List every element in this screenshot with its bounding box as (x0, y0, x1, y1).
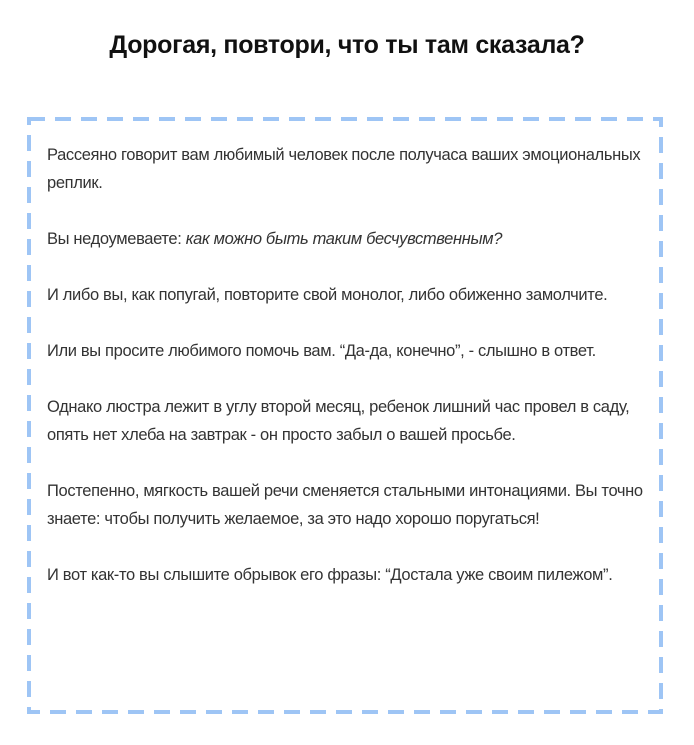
paragraph-3: И либо вы, как попугай, повторите свой монолог, либо обиженно замолчите. (47, 286, 608, 304)
paragraph-2-lead: Вы недоумеваете: (47, 230, 186, 248)
paragraph-6: Постепенно, мягкость вашей речи сменяется стальными интонациями. Вы точно знаете: чтобы получить желаемое, за это надо хорошо поругаться! (47, 482, 643, 528)
paragraph-2-italic: как можно быть таким бесчувственным? (185, 230, 503, 248)
quote-content (47, 141, 652, 589)
paragraph-7: И вот как-то вы слышите обрывок его фразы: “Достала уже своим пилежом”. (47, 566, 613, 584)
paragraph-1: Рассеяно говорит вам любимый человек после получаса ваших эмоциональных реплик. (47, 146, 641, 192)
paragraph-2 (47, 225, 652, 253)
article-title: Дорогая, повтори, что ты там сказала? (109, 31, 585, 59)
paragraph-5: Однако люстра лежит в углу второй месяц, ребенок лишний час провел в саду, опять нет хлеба на завтрак - он просто забыл о вашей просьбе. (47, 398, 630, 444)
paragraph-4: Или вы просите любимого помочь вам. “Да-да, конечно”, - слышно в ответ. (47, 342, 596, 360)
